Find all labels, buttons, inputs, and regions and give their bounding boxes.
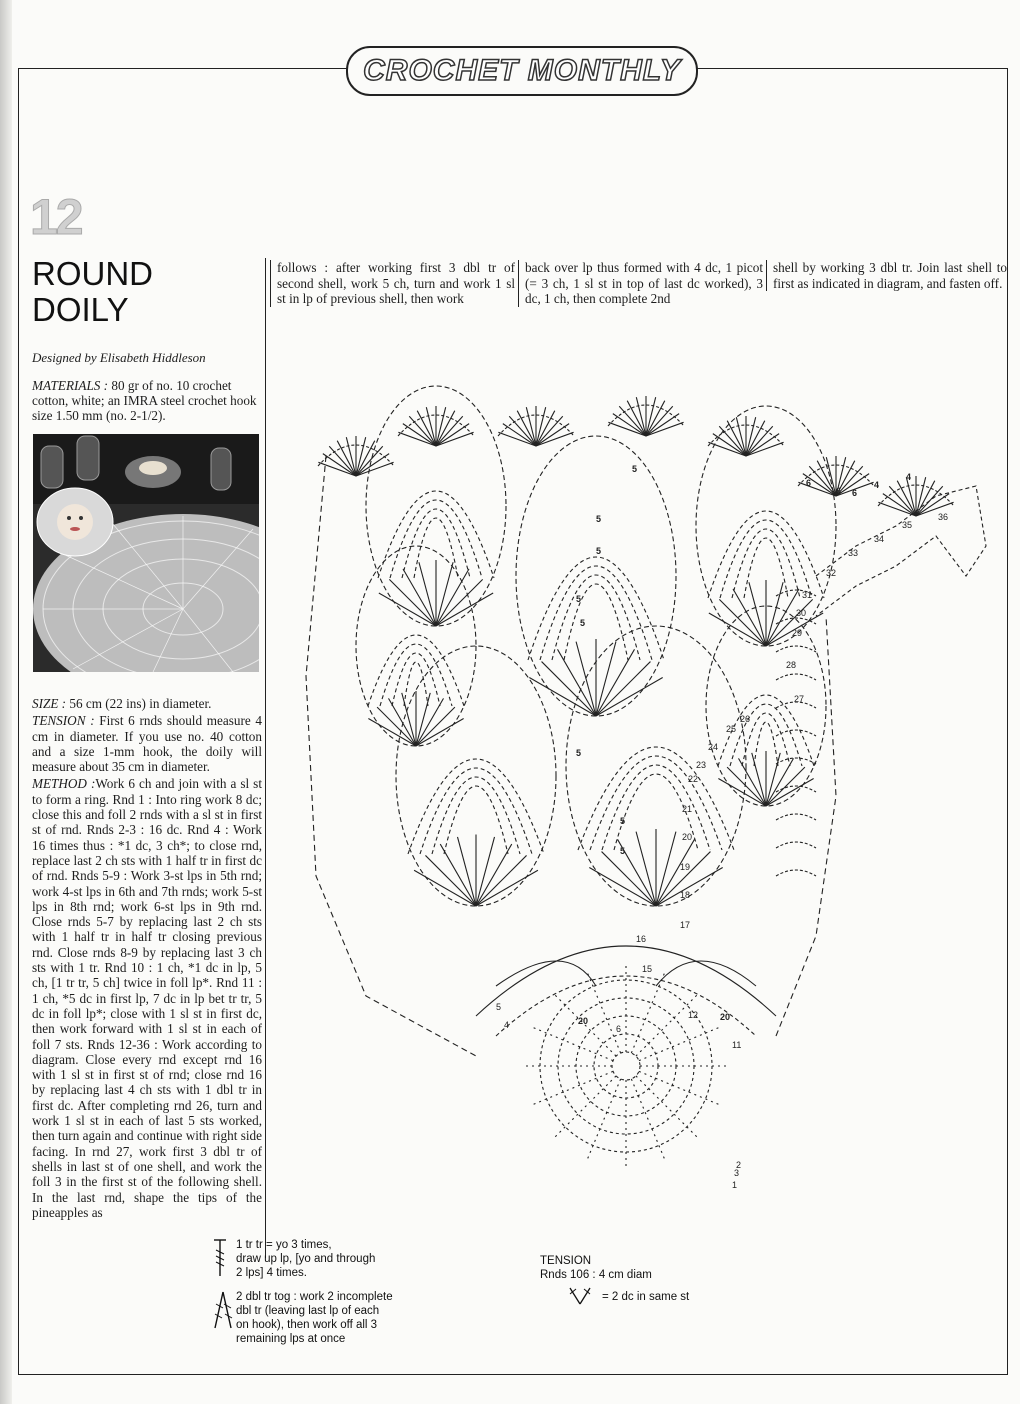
tension-text: First 6 rnds should measure 4 cm in diameter. If you use no. 40 cotton and a size 1-mm hook, the doily will measure about 35 cm in diameter. [32, 713, 262, 775]
size-paragraph [32, 696, 262, 711]
column-rule [265, 258, 266, 1258]
round-label-36: 36 [938, 512, 949, 522]
legend-dbl-line-3: on hook), then work off all 3 [236, 1319, 378, 1331]
round-label-16: 16 [636, 934, 647, 944]
round-label-31: 31 [802, 590, 813, 600]
round-label-25: 25 [726, 724, 737, 734]
round-label-24: 24 [708, 742, 719, 752]
materials-text: 80 gr of no. 10 crochet cotton, white; an IMRA steel crochet hook size 1.50 mm (no. 2-1/2). [32, 378, 257, 423]
method-label: METHOD : [32, 776, 96, 792]
pineapple-mark: 6 [852, 488, 858, 498]
page-edge-shadow [0, 0, 12, 1404]
title-line-2: DOILY [32, 291, 129, 328]
round-label-18: 18 [680, 890, 691, 900]
round-label-28: 28 [786, 660, 797, 670]
pineapple-mark: 5 [596, 514, 602, 524]
round-label-23: 23 [696, 760, 707, 770]
round-label-6: 6 [616, 1024, 622, 1034]
tension-paragraph [32, 713, 262, 774]
legend-dbl-line-2: dbl tr (leaving last lp of each [236, 1305, 380, 1317]
text-column-1: follows : after working first 3 dbl tr of second shell, work 5 ch, turn and work 1 sl st in lp of previous shell, then work [270, 260, 515, 307]
round-label-35: 35 [902, 520, 913, 530]
size-label: SIZE : [32, 696, 67, 711]
round-label-20: 20 [682, 832, 693, 842]
masthead [346, 46, 698, 96]
pineapple-mark: 5 [620, 816, 626, 826]
method-text: Work 6 ch and join with a sl st to form a ring. Rnd 1 : Into ring work 8 dc; close this and foll 2 rnds with a sl st in first st of rnd. Rnds 2-3 : 16 dc. Rnd 4 : Work 16 times thus : *1 dc, 3 ch*; to close rnd, replace last 2 ch sts with 1 half tr in first dc of rnd. Rnds 5-9 : Work 3-st lps in 5th rnd; work 4-st lps in 6th and 7th rnds; work 5-st lps in 8th rnd; work 6-st lps in 9th rnd. Close rnds 5-7 by replacing last 2 ch sts with 1 half tr in half tr closing previous rnd. Close rnds 8-9 by replacing last 3 ch sts with 1 tr. Rnd 10 : 1 ch, *1 dc in lp, 5 ch, [1 tr tr, 5 ch] twice in foll lp*. Rnd 11 : 1 ch, *5 dc in first lp, 7 dc in lp bet tr tr, 5 dc in foll lp*; close with 1 sl st in first dc, then work forward with 1 sl st in each of foll 7 sts. Rnds 12-36 : Work according to diagram. Close every rnd except rnd 16 with 1 sl st in first st of rnd; close rnd 16 by replacing last 4 ch sts with 1 dbl tr in first dc. After completing rnd 26, turn and work 1 sl st in each of last 5 sts worked, then turn again and continue with right side facing. In rnd 27, work first 3 dbl tr of shells in last st of one shell, and work the foll 3 in the first st of the following shell. In the last rnd, shape the tips of the pineapples as [32, 776, 262, 1220]
article-title [32, 256, 153, 328]
round-label-1: 1 [732, 1180, 738, 1190]
materials-paragraph [32, 378, 262, 423]
round-label-5: 5 [496, 1002, 502, 1012]
title-line-1: ROUND [32, 255, 153, 292]
pineapple-mark: 6 [836, 486, 842, 496]
pineapple-mark: 5 [576, 748, 582, 758]
pattern-number: 12 [30, 189, 82, 245]
legend-2dc-text: = 2 dc in same st [602, 1291, 690, 1303]
chart-shells [306, 386, 986, 1166]
materials-label: MATERIALS : [32, 378, 109, 393]
pineapple-mark: 4 [906, 472, 912, 482]
2dc-same-st-symbol-icon [566, 1286, 594, 1308]
doily-photo [33, 434, 259, 672]
round-label-2: 2 [736, 1160, 742, 1170]
legend-tension-title: TENSION [540, 1255, 592, 1267]
round-label-17: 17 [680, 920, 691, 930]
dbl-tr-tog-symbol-icon [212, 1290, 234, 1330]
round-label-32: 32 [826, 568, 837, 578]
round-label-21: 21 [682, 804, 693, 814]
pineapple-mark: 5 [620, 846, 626, 856]
legend-dbl-line-1: 2 dbl tr tog : work 2 incomplete [236, 1291, 393, 1303]
frame-top-rule-left [18, 68, 348, 69]
round-label-30: 30 [796, 608, 807, 618]
pineapple-mark: 4 [874, 480, 880, 490]
round-label-19: 19 [680, 862, 691, 872]
round-label-12: 12 [688, 1010, 699, 1020]
designer-credit: Designed by Elisabeth Hiddleson [32, 350, 206, 365]
text-column-2: back over lp thus formed with 4 dc, 1 picot (= 3 ch, 1 sl st in top of last dc worked), 3 dc, 1 ch, then complete 2nd [518, 260, 763, 307]
frame-top-rule-right [692, 68, 1008, 69]
legend-tr-tr-text [212, 1238, 432, 1280]
legend-tr-tr-line-3: 2 lps] 4 times. [236, 1267, 307, 1279]
legend-tr-tr [212, 1238, 432, 1280]
legend-dbl-tr-tog [212, 1290, 442, 1346]
round-label-26: 26 [740, 714, 751, 724]
pineapple-mark: 5 [576, 594, 582, 604]
legend-tension-value: Rnds 106 : 4 cm diam [540, 1269, 652, 1281]
size-text: 56 cm (22 ins) in diameter. [66, 696, 212, 711]
round-label-3: 3 [734, 1168, 740, 1178]
round-label-11: 11 [732, 1040, 742, 1050]
round-label-27: 27 [794, 694, 805, 704]
round-label-34: 34 [874, 534, 885, 544]
chart-labels [496, 464, 948, 1190]
pineapple-mark: 5 [632, 464, 638, 474]
pineapple-mark: 6 [806, 478, 812, 488]
instructions-body [32, 696, 262, 1222]
round-label-29: 29 [792, 628, 803, 638]
legend-tension [540, 1254, 740, 1282]
pineapple-mark: 5 [580, 618, 586, 628]
round-label-22: 22 [688, 774, 699, 784]
round-label-4: 4 [504, 1020, 510, 1030]
tension-label: TENSION : [32, 713, 95, 729]
doily-photo-illustration [33, 434, 259, 672]
method-paragraph [32, 776, 262, 1220]
text-column-3: shell by working 3 dbl tr. Join last shell to first as indicated in diagram, and fasten off. [766, 260, 1007, 291]
tr-tr-symbol-icon [212, 1238, 234, 1278]
round-label-15: 15 [642, 964, 653, 974]
legend-2dc [566, 1290, 766, 1304]
pineapple-mark: 5 [596, 546, 602, 556]
round-label-33: 33 [848, 548, 859, 558]
crochet-chart-diagram [296, 376, 1002, 1246]
pineapple-mark: 20 [578, 1016, 589, 1026]
masthead-title: CROCHET MONTHLY [363, 54, 681, 87]
legend-tr-tr-line-2: draw up lp, [yo and through [236, 1253, 376, 1265]
legend-tr-tr-line-1: 1 tr tr = yo 3 times, [236, 1239, 332, 1251]
legend-dbl-line-4: remaining lps at once [236, 1333, 346, 1345]
pineapple-mark: 20 [720, 1012, 731, 1022]
legend-dbl-tr-tog-text [212, 1290, 442, 1346]
